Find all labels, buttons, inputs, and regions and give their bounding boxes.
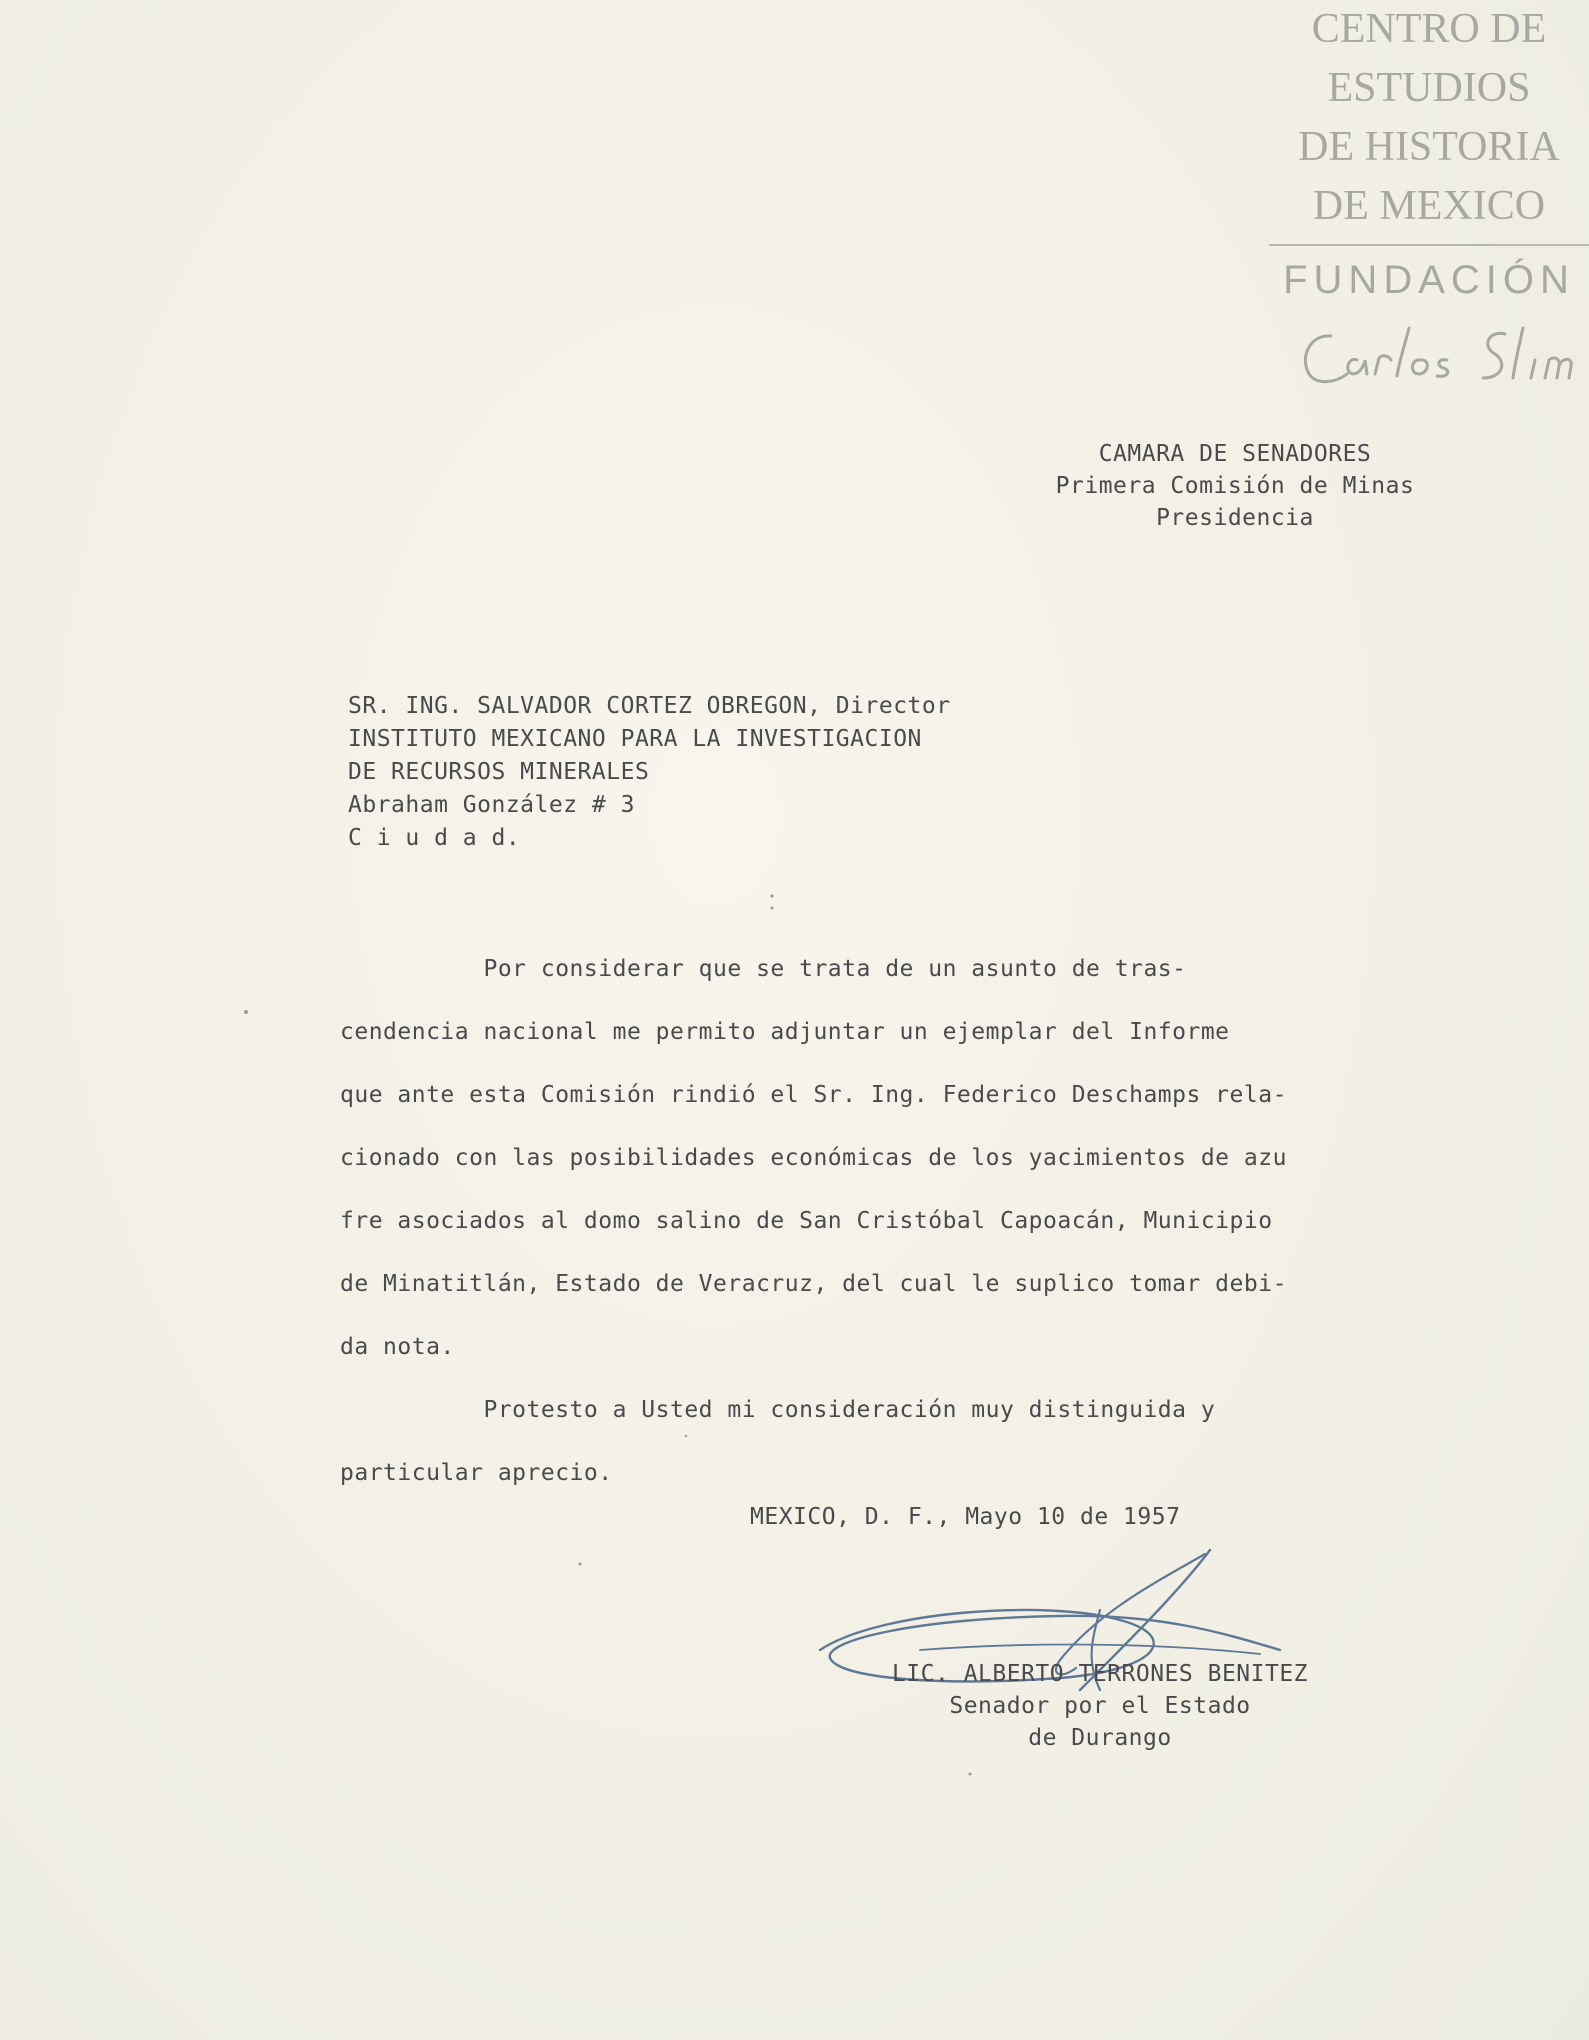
body-line: cendencia nacional me permito adjuntar un ejemplar del Informe: [340, 1019, 1230, 1045]
body-line: que ante esta Comisión rindió el Sr. Ing. Federico Deschamps rela-: [340, 1082, 1287, 1108]
watermark-line-3: DE HISTORIA: [1298, 124, 1560, 170]
body-line: fre asociados al domo salino de San Cristóbal Capoacán, Municipio: [340, 1208, 1273, 1234]
recipient-street: Abraham González # 3: [348, 792, 635, 818]
body-line: de Minatitlán, Estado de Veracruz, del cual le suplico tomar debi-: [340, 1271, 1287, 1297]
watermark-line-1: CENTRO DE: [1311, 6, 1547, 52]
recipient-name: SR. ING. SALVADOR CORTEZ OBREGON, Director: [348, 693, 951, 719]
letterhead-office: Presidencia: [1156, 505, 1314, 531]
body-line: Protesto a Usted mi consideración muy distinguida y: [340, 1397, 1216, 1423]
watermark-line-2: ESTUDIOS: [1327, 65, 1531, 111]
signatory-name: LIC. ALBERTO TERRONES BENITEZ: [891, 1661, 1309, 1687]
letterhead-chamber: CAMARA DE SENADORES: [1098, 441, 1372, 467]
signatory-state: de Durango: [1028, 1725, 1172, 1751]
recipient-institution-cont: DE RECURSOS MINERALES: [348, 759, 650, 785]
recipient-institution: INSTITUTO MEXICANO PARA LA INVESTIGACION: [348, 726, 922, 752]
letterhead-commission: Primera Comisión de Minas: [1055, 473, 1415, 499]
letter-date: MEXICO, D. F., Mayo 10 de 1957: [750, 1504, 1181, 1530]
body-line: da nota.: [340, 1334, 455, 1360]
body-line: particular aprecio.: [340, 1460, 613, 1486]
signatory-title: Senador por el Estado: [949, 1693, 1251, 1719]
recipient-city: C i u d a d.: [348, 825, 521, 851]
watermark-fundacion: FUNDACIÓN: [1283, 258, 1575, 302]
body-line: Por considerar que se trata de un asunto de tras-: [340, 956, 1187, 982]
body-line: cionado con las posibilidades económicas de los yacimientos de azu: [340, 1145, 1287, 1171]
watermark-line-4: DE MEXICO: [1312, 183, 1546, 229]
